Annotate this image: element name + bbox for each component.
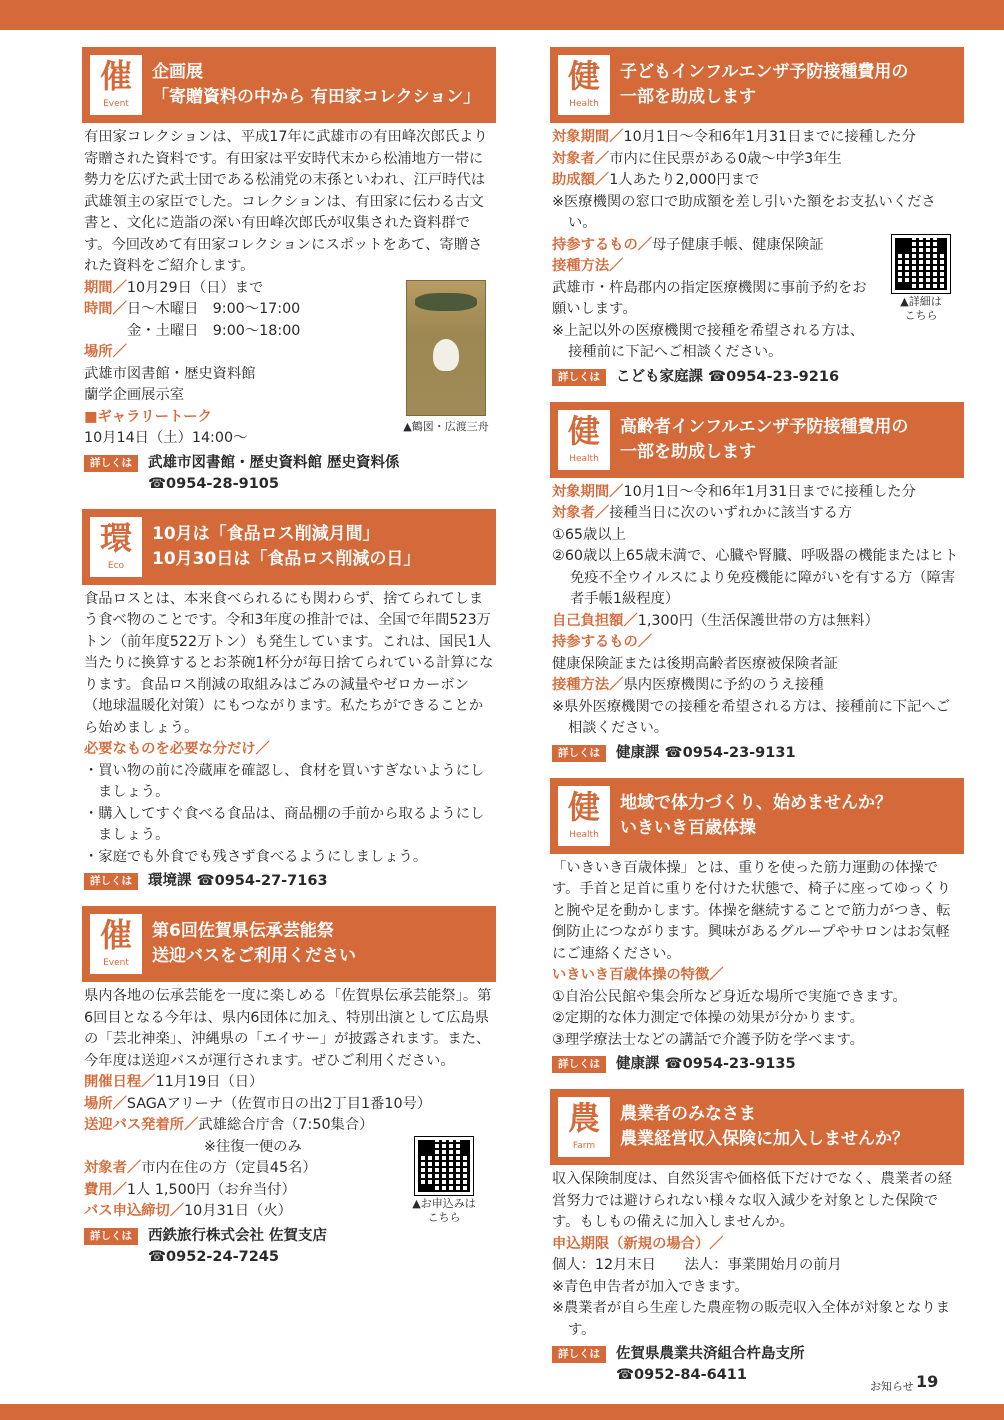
category-badge: 催 Event xyxy=(90,55,142,115)
footer-label: お知らせ xyxy=(870,1380,914,1393)
contact-tag: 詳しくは xyxy=(552,745,606,762)
right-column xyxy=(550,47,964,1400)
painting-figure xyxy=(398,280,494,434)
section-title: 子どもインフルエンザ予防接種費用の xyxy=(620,62,909,82)
description: 食品ロスとは、本来食べられるにも関わらず、捨てられてしまう食べ物のことです。令和3年度の推計では、全国で年間523万トン（前年度522万トン）も発生しています。これは、国民1人当たりに換算するとお茶碗1杯分が毎日捨てられている計算になります。食品ロス削減の取組みはごみの減量やゼロカーボン（地球温暖化対策）にもつながります。私たちができることから始めましょう。 xyxy=(84,590,494,736)
list-item: ①自治公民館や集会所など身近な場所で実施できます。 xyxy=(552,988,907,1005)
section-header xyxy=(82,509,496,585)
top-accent-bar xyxy=(0,0,1004,30)
contact-tag: 詳しくは xyxy=(84,455,138,472)
section-subtitle: 送迎バスをご利用ください xyxy=(152,946,356,966)
category-badge: 健 Health xyxy=(558,786,610,846)
section-title: 地域で体力づくり、始めませんか？ xyxy=(620,792,892,813)
need-label: 必要なものを必要な分だけ／ xyxy=(84,741,270,757)
section-elderly-flu-vaccine: 健 Health 高齢者インフルエンザ予防接種費用の 一部を助成します 対象期間／10月1日～令和6年1月31日までに接種した分 対象者／接種当日に次のいずれかに該当する方 ①65歳以上 ②60歳以上65歳未満で、心臓や腎臓、呼吸器の機能またはヒト免疫不全ウイルスにより免疫機能に障がいを有する方（障害者手帳1級程度） 自己負担額／1,300円（生活保護世帯の方は無料） 持参するもの／ 健康保険証または後期高齢者医療被保険者証 接種方法／県内医療機関に予約のうえ接種 ※県外医療機関での接種を希望される方は、接種前に下記へご相談ください。 詳しくは 健康課 ☎0954-23-9131 xyxy=(550,402,964,764)
section-header xyxy=(550,47,964,123)
contact-tag: 詳しくは xyxy=(84,1228,138,1245)
contact-tag: 詳しくは xyxy=(552,1346,606,1363)
section-header xyxy=(550,778,964,854)
time-value-1: 日～木曜日 9:00～17:00 xyxy=(126,301,301,317)
section-farm-income-insurance: 農 Farm 農業者のみなさま 農業経営収入保険に加入しませんか？ 収入保険制度は、自然災害や価格低下だけでなく、農業者の経営努力では避けられない様々な収入減少を対象とした保険です。もしもの備えに加入しませんか。 申込期限（新規の場合）／ 個人：12月末日 法人：事業開始月の前月 ※青色申告者が加入できます。 ※農業者が自ら生産した農産物の販売収入全体が対象となります。 詳しくは 佐賀県農業共済組合杵島支所 ☎0952-84-6411 xyxy=(550,1089,964,1386)
fee-label: 費用／ xyxy=(84,1181,127,1198)
place-label: 場所／ xyxy=(84,344,127,360)
category-badge: 環 Eco xyxy=(90,517,142,577)
contact-tag: 詳しくは xyxy=(552,1056,606,1073)
date-label: 開催日程／ xyxy=(84,1074,156,1090)
contact-info: 詳しくは 健康課 ☎0954-23-9135 xyxy=(552,1054,962,1075)
contact-info: 詳しくは 健康課 ☎0954-23-9131 xyxy=(552,743,962,764)
section-food-loss xyxy=(82,509,496,893)
list-item: ②定期的な体力測定で体操の効果が分かります。 xyxy=(552,1010,864,1026)
qr-figure: ▲お申込みは こちら xyxy=(394,1137,494,1225)
section-title: 高齢者インフルエンザ予防接種費用の xyxy=(620,416,909,437)
qr-figure: ▲詳細は こちら xyxy=(880,235,962,323)
qr-code-icon[interactable] xyxy=(415,1137,473,1195)
left-column xyxy=(82,47,496,1282)
time-value-2: 金・土曜日 9:00～18:00 xyxy=(127,322,301,339)
qr-code-icon[interactable] xyxy=(892,235,950,293)
period-label: 期間／ xyxy=(84,279,127,296)
bus-stop-label: 送迎バス発着所／ xyxy=(84,1117,199,1133)
description: 県内各地の伝承芸能を一度に楽しめる「佐賀県伝承芸能祭」。第6回目となる今年は、県内6団体に加え、特別出演として広島県の「芸北神楽」、沖縄県の「エイサー」が披露されます。また、今年度は送迎バスが運行されます。ぜひご利用ください。 xyxy=(84,988,492,1069)
section-subtitle: いきいき百歳体操 xyxy=(620,817,756,838)
gallery-talk-value: 10月14日（土）14:00～ xyxy=(84,430,248,446)
section-header xyxy=(82,47,496,123)
section-child-flu-vaccine: 健 Health 子どもインフルエンザ予防接種費用の 一部を助成します 対象期間／10月1日～令和6年1月31日までに接種した分 対象者／市内に住民票がある0歳～中学3年生 助成額／1人あたり2,000円まで ※医療機関の窓口で助成額を差し引いた額をお支払いください。 ▲詳細は こちら 持参するもの／母子健康手帳、健康保険証 接種方法／ 武雄市・杵島郡内の指定医療機関に事前予約をお願いします。 ※上記以外の医療機関で接種を希望される方は、接種前に下記へご相談ください。 詳しくは こども家庭課 ☎0954-23-9216 xyxy=(550,47,964,388)
period-value: 10月29日（日）まで xyxy=(126,279,264,296)
section-header xyxy=(550,402,964,478)
description: 「いきいき百歳体操」とは、重りを使った筋力運動の体操です。手首と足首に重りを付けた状態で、椅子に座ってゆっくりと腕や足を動かします。体操を継続することで筋力がつき、転倒防止につながります。興味があるグループやサロンはお気軽にご連絡ください。 xyxy=(552,859,951,962)
contact-tag: 詳しくは xyxy=(552,369,606,386)
section-subtitle: 一部を助成します xyxy=(620,87,756,107)
section-subtitle: 農業経営収入保険に加入しませんか？ xyxy=(620,1129,909,1149)
section-header xyxy=(82,906,496,982)
section-subtitle: 「寄贈資料の中から 有田家コレクション」 xyxy=(152,87,481,107)
deadline-label: バス申込締切／ xyxy=(84,1203,185,1219)
section-subtitle: 一部を助成します xyxy=(620,441,756,462)
place-label: 場所／ xyxy=(84,1095,127,1112)
place-value-2: 蘭学企画展示室 xyxy=(84,387,185,403)
section-title: 10月は「食品ロス削減月間」 xyxy=(152,523,380,544)
contact-info: 詳しくは 環境課 ☎0954-27-7163 xyxy=(84,871,494,892)
section-title: 第6回佐賀県伝承芸能祭 xyxy=(152,921,334,941)
crane-painting-image xyxy=(406,280,486,416)
gallery-talk-label: ■ギャラリートーク xyxy=(84,408,212,425)
section-header xyxy=(550,1089,964,1165)
contact-info: 詳しくは こども家庭課 ☎0954-23-9216 xyxy=(552,367,962,388)
section-subtitle: 10月30日は「食品ロス削減の日」 xyxy=(152,548,421,569)
list-item: ③理学療法士などの講話で介護予防を学べます。 xyxy=(552,1031,864,1048)
section-arita-collection xyxy=(82,47,496,495)
time-label: 時間／ xyxy=(84,301,127,317)
list-item: ・買い物の前に冷蔵庫を確認し、食材を買いすぎないようにしましょう。 xyxy=(84,762,485,800)
section-title: 企画展 xyxy=(152,62,203,82)
page-number: 19 xyxy=(916,1372,939,1391)
place-value-1: 武雄市図書館・歴史資料館 xyxy=(84,365,256,382)
contact-tag: 詳しくは xyxy=(84,873,138,890)
contact-info: 詳しくは 西鉄旅行株式会社 佐賀支店 ☎0952-24-7245 xyxy=(84,1226,384,1268)
section-title: 農業者のみなさま xyxy=(620,1104,756,1124)
description: 収入保険制度は、自然災害や価格低下だけでなく、農業者の経営努力では避けられない様々な収入減少を対象とした保険です。もしもの備えに加入しませんか。 xyxy=(552,1171,953,1230)
description: 有田家コレクションは、平成17年に武雄市の有田峰次郎氏より寄贈された資料です。有田家は平安時代末から松浦地方一帯に勢力を広げた武士団である松浦党の末孫といわれ、江戸時代は武雄領主の家臣でした。コレクションは、有田家に伝わる古文書と、文化に造詣の深い有田峰次郎氏が収集された資料群です。今回改めて有田家コレクションにスポットをあて、寄贈された資料をご紹介します。 xyxy=(84,129,488,274)
target-label: 対象者／ xyxy=(84,1160,142,1176)
category-badge: 催 Event xyxy=(90,914,142,974)
list-item: ・家庭でも外食でも残さず食べるようにしましょう。 xyxy=(84,848,428,865)
contact-info: 詳しくは 武雄市図書館・歴史資料館 歴史資料係 ☎0954-28-9105 xyxy=(84,453,494,495)
category-badge: 健 Health xyxy=(558,410,610,470)
bus-note: ※往復一便のみ xyxy=(204,1138,302,1155)
bottom-accent-bar xyxy=(0,1404,1004,1420)
list-item: ・購入してすぐ食べる食品は、商品棚の手前から取るようにしましょう。 xyxy=(84,805,485,843)
painting-caption: ▲鶴図・広渡三舟 xyxy=(403,419,489,433)
section-hundred-year-exercise: 健 Health 地域で体力づくり、始めませんか？ いきいき百歳体操 「いきいき百歳体操」とは、重りを使った筋力運動の体操です。手首と足首に重りを付けた状態で、椅子に座ってゆっくりと腕や足を動かします。体操を継続することで筋力がつき、転倒防止につながります。興味があるグループやサロンはお気軽にご連絡ください。 いきいき百歳体操の特徴／ ①自治公民館や集会所など身近な場所で実施できます。 ②定期的な体力測定で体操の効果が分かります。 ③理学療法士などの講話で介護予防を学べます。 詳しくは 健康課 ☎0954-23-9135 xyxy=(550,778,964,1076)
category-badge: 健 Health xyxy=(558,55,610,115)
section-folk-performing-arts: 催 Event 第6回佐賀県伝承芸能祭 送迎バスをご利用ください 県内各地の伝承芸能を一度に楽しめる「佐賀県伝承芸能祭」。第6回目となる今年は、県内6団体に加え、特別出演として広島県の「芸北神楽」、沖縄県の「エイサー」が披露されます。また、今年度は送迎バスが運行されます。ぜひご利用ください。 開催日程／11月19日（日） 場所／SAGAアリーナ（佐賀市日の出2丁目1番10号） 送迎バス発着所／武雄総合庁舎（7:50集合） ▲お申込みは こちら ※往復一便のみ 対象者／市内在住の方（定員45名） 費用／1人 1,500円（お弁当付） バス申込締切／10月31日（火） 詳しくは 西鉄旅行株式会社 佐賀支店 ☎0952-24-7245 xyxy=(82,906,496,1268)
contact-info: 詳しくは 佐賀県農業共済組合杵島支所 ☎0952-84-6411 xyxy=(552,1344,962,1386)
category-badge: 農 Farm xyxy=(558,1097,610,1157)
